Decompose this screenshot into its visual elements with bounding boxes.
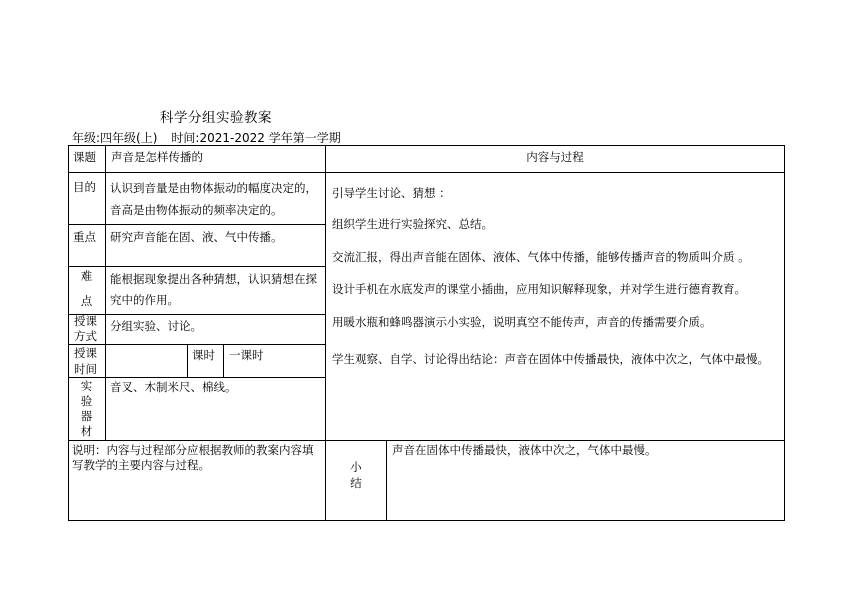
difficulty-label-1: 难	[80, 269, 93, 283]
equipment-label-1: 实	[80, 379, 93, 393]
equipment-label-3: 器	[80, 409, 93, 423]
equipment-value: 音叉、木制米尺、棉线。	[110, 380, 237, 394]
summary-label-1: 小	[350, 460, 362, 474]
row-divider	[68, 344, 325, 345]
term-text: 时间:2021-2022 学年第一学期	[171, 131, 341, 145]
process-line-2: 组织学生进行实验探究、总结。	[332, 217, 493, 231]
topic-value: 声音是怎样传播的	[111, 150, 203, 164]
key-point-value: 研究声音能在固、液、气中传播。	[110, 230, 283, 244]
process-line-5: 用暖水瓶和蜂鸣器演示小实验，说明真空不能传声，声音的传播需要介质。	[332, 315, 712, 329]
equipment-label-2: 验	[80, 394, 93, 408]
table-border-bottom	[68, 520, 785, 521]
method-label-2: 方式	[74, 329, 97, 343]
row-divider	[68, 440, 785, 441]
goal-label: 目的	[73, 180, 96, 194]
method-value: 分组实验、讨论。	[110, 319, 202, 333]
lesson-plan-table	[68, 145, 785, 521]
difficulty-label-2: 点	[80, 294, 93, 308]
summary-value: 声音在固体中传播最快，液体中次之，气体中最慢。	[392, 443, 657, 457]
row-divider	[68, 224, 325, 225]
process-line-4: 设计手机在水底发声的课堂小插曲，应用知识解释现象，并对学生进行德育教育。	[332, 282, 746, 296]
hours-cell-divider	[223, 344, 224, 377]
row-divider	[68, 377, 325, 378]
summary-label-divider	[386, 440, 387, 520]
topic-label: 课题	[73, 150, 96, 164]
summary-label-2: 结	[350, 476, 362, 490]
table-border-left	[68, 145, 69, 521]
label-column-divider	[105, 145, 106, 440]
method-label-1: 授课	[74, 314, 97, 328]
hours-value: 一课时	[229, 348, 264, 362]
key-point-label: 重点	[73, 230, 96, 244]
row-divider	[68, 314, 325, 315]
goal-value: 认识到音量是由物体振动的幅度决定的，音高是由物体振动的频率决定的。	[110, 181, 317, 217]
table-border-right	[784, 145, 785, 521]
process-line-1: 引导学生讨论、猜想 ：	[332, 186, 451, 200]
row-divider	[68, 266, 325, 267]
row-divider	[68, 172, 785, 173]
process-line-3: 交流汇报，得出声音能在固体、液体、气体中传播，能够传播声音的物质叫介质 。	[332, 250, 750, 264]
difficulty-value: 能根据现象提出各种猜想，认识猜想在探究中的作用。	[110, 272, 317, 307]
grade-text: 年级:四年级(上)	[72, 131, 158, 145]
time-label-2: 时间	[74, 362, 97, 376]
document-meta	[72, 129, 341, 146]
content-header: 内容与过程	[526, 150, 584, 164]
process-line-6: 学生观察、自学、讨论得出结论：声音在固体中传播最快，液体中次之，气体中最慢。	[332, 352, 769, 366]
hours-cell-divider	[187, 344, 188, 377]
note-text: 说明：内容与过程部分应根据教师的教案内容填写教学的主要内容与过程。	[72, 443, 314, 472]
table-border-top	[68, 145, 785, 146]
equipment-label-4: 材	[80, 424, 93, 438]
time-label-1: 授课	[74, 346, 97, 360]
hours-label: 课时	[192, 348, 215, 362]
document-title: 科学分组实验教案	[160, 110, 272, 126]
